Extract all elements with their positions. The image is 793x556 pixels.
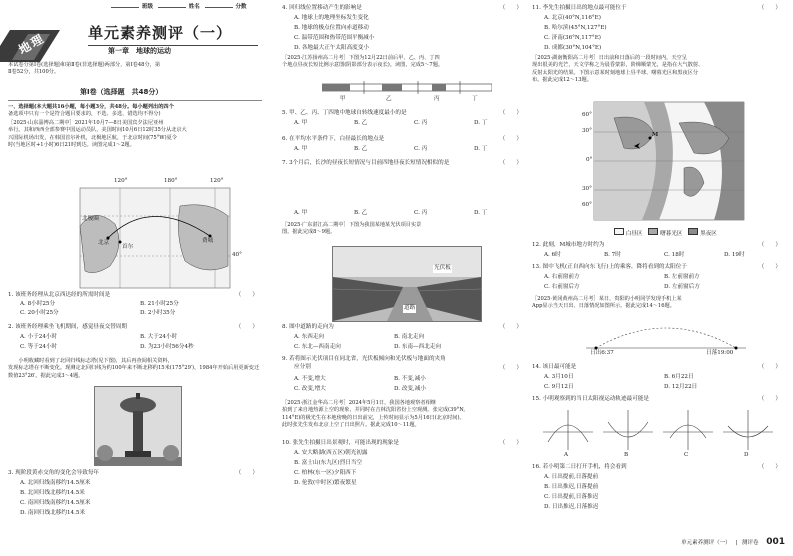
- question-stem: 9. 若将图示光伏项目在同北省，光伏板倾向和光伏板与地面的夹角: [282, 356, 446, 362]
- intro: [8, 62, 262, 77]
- question-10: [282, 440, 526, 486]
- option-a[interactable]: A: [564, 452, 569, 458]
- intro-line: 本试卷分第Ⅰ卷(选择题)和第Ⅱ卷(非选择题)两部分，第Ⅰ卷48分，第: [8, 62, 161, 68]
- question-stem: 4. 回归线位置移动产生的影响是: [282, 5, 362, 11]
- context-line: 图。据此完成8～9题。: [282, 229, 336, 236]
- lat-label: 30°: [582, 128, 592, 134]
- part1-intro: [8, 104, 262, 119]
- sunrise-sunset-arc: [586, 318, 746, 360]
- legend-swatch: [688, 228, 698, 235]
- answer-blank[interactable]: （ ）: [499, 5, 522, 11]
- answer-blank[interactable]: （ ）: [499, 440, 522, 446]
- part1-intro-line: 一、选择题(本大题共16小题，每小题3分，共48分。每小题列出的四个: [8, 104, 174, 110]
- lat-label: 60°: [582, 112, 592, 118]
- option-d[interactable]: D. 改变,减小: [394, 386, 426, 392]
- place-label: 北极圈: [82, 216, 99, 222]
- answer-blank[interactable]: （ ）: [758, 464, 781, 470]
- option-a[interactable]: A. 8小时25分: [20, 301, 56, 307]
- option-b[interactable]: B. 6月22日: [664, 374, 694, 380]
- answer-blank[interactable]: （ ）: [499, 365, 522, 371]
- option-d[interactable]: D. 丁: [474, 210, 488, 216]
- lat-label: 30°: [582, 186, 592, 192]
- answer-blank[interactable]: （ ）: [758, 396, 781, 402]
- option-c[interactable]: C. 右前窗后方: [544, 284, 580, 290]
- answer-blank[interactable]: （ ）: [758, 364, 781, 370]
- question-13: [532, 264, 785, 290]
- lat-label: 0°: [586, 157, 593, 163]
- intro-line: Ⅱ卷52分，共100分。: [8, 69, 60, 76]
- name-blank[interactable]: [158, 7, 186, 8]
- option-d[interactable]: D. 南回归线北移约14.5米: [20, 510, 86, 516]
- option-b[interactable]: B. 7时: [604, 252, 621, 258]
- answer-blank[interactable]: （ ）: [499, 160, 522, 166]
- context-7: [532, 296, 785, 311]
- option-d[interactable]: D. 东南—西北走向: [394, 344, 441, 350]
- context-line: ［2025·浙江金华高二月考］2024年5月1日，我国各地观察者相继: [282, 400, 436, 406]
- sunset-time: 日落19:00: [706, 350, 734, 356]
- day-night-world-map: [584, 98, 754, 240]
- score-label: 分数: [235, 4, 247, 10]
- option-b[interactable]: B. 富士山(东九区)烈日当空: [294, 460, 362, 466]
- option-a[interactable]: A. 右前窗前方: [544, 274, 580, 280]
- option-a[interactable]: A. 3月10日: [544, 374, 574, 380]
- question-stem: 11. 李先生拍摄日出的地点最可能位于: [532, 5, 627, 11]
- map-legend: [614, 228, 717, 239]
- page-number: 001: [766, 537, 785, 547]
- option-c[interactable]: C. 柏林(东一区)夕阳西下: [294, 470, 357, 476]
- question-stem: 15. 小明观察到的当日太阳视运动轨迹最可能是: [532, 396, 649, 402]
- option-c[interactable]: C. 东北—西南走向: [294, 344, 341, 350]
- context-5: [282, 400, 526, 430]
- context-line: 数值23°26′。据此完成3～4题。: [8, 372, 84, 379]
- world-map-svg: [584, 98, 754, 226]
- context-1: [8, 120, 262, 150]
- page-footer: 单元素养测评（一） | 测评卷 001: [681, 537, 785, 547]
- context-line: App显示当天日出、日落情况如图所示。据此完成14～16题。: [532, 303, 675, 310]
- question-2: [8, 324, 262, 350]
- option-c[interactable]: C. 9月12日: [544, 384, 574, 390]
- title-rule: [88, 45, 258, 46]
- option-b[interactable]: B. 乙: [354, 210, 368, 216]
- lat-label: 40°: [232, 252, 242, 258]
- flight-route-map: [70, 176, 240, 291]
- tower-svg: [95, 387, 181, 465]
- question-3: [8, 470, 262, 516]
- context-line: 发现标志塔在不断变化。现测定北回归线为约100年来不断北移约15米(175°29′)，1984年开始后用更新变迁: [8, 365, 260, 372]
- option-d[interactable]: D. 2小时35分: [140, 310, 176, 316]
- subject-tab: [0, 26, 86, 62]
- option-b[interactable]: B. 21小时25分: [140, 301, 179, 307]
- photo-label: 道路: [404, 305, 416, 311]
- context-6: [532, 55, 785, 85]
- option-a[interactable]: A. 安大略湖(西五区)朝光初露: [294, 450, 368, 456]
- page-title: 单元素养测评（一）: [88, 24, 233, 42]
- question-15: [532, 396, 785, 404]
- option-b[interactable]: B. 左前窗前方: [664, 274, 700, 280]
- legend-label: 黑夜区: [700, 231, 717, 237]
- solar-project-photo: [332, 246, 482, 322]
- context-4: [282, 222, 526, 237]
- option-a[interactable]: A. 小于24小时: [20, 334, 58, 340]
- option-a[interactable]: A. 甲: [294, 120, 308, 126]
- question-12: [532, 242, 785, 258]
- legend-label: 白昼区: [625, 231, 643, 237]
- flight-route-map-svg: [70, 176, 240, 291]
- answer-blank[interactable]: （ ）: [499, 324, 522, 330]
- lon-label: 120°: [114, 178, 128, 184]
- context-3: [282, 55, 526, 70]
- answer-blank[interactable]: （ ）: [758, 242, 781, 248]
- question-stem: 13. 图中飞机(正自西向东飞行)上的乘客，降将看到的太阳位于: [532, 264, 687, 270]
- option-d[interactable]: D. 左前窗后方: [664, 284, 700, 290]
- option-a[interactable]: A. 地球上的地理坐标发生变化: [294, 15, 369, 21]
- option-d[interactable]: D: [744, 452, 749, 458]
- context-line: 反射太阳光的结果。下图示意某时刻地球上昼半球、曙暮光区和黑夜区分: [532, 69, 699, 76]
- option-b[interactable]: B. 乙: [354, 120, 368, 126]
- question-stem: 1. 该班务经理从北京西达经的所需时间是: [8, 292, 111, 298]
- context-line: ［2025·江苏扬州高二月考］下图为12月22日前后甲、乙、丙、丁四: [282, 55, 440, 61]
- option-b[interactable]: B. 北回归线北移约14.5米: [20, 490, 85, 496]
- option-d[interactable]: D. 12月22日: [664, 384, 698, 390]
- answer-blank[interactable]: （ ）: [235, 324, 258, 330]
- option-b[interactable]: B: [624, 452, 629, 458]
- option-c[interactable]: C. 南回归线南移约14.5厘米: [20, 500, 91, 506]
- question-4: [282, 5, 526, 51]
- context-line: ［2025·黄冈黄州高二月考］某日，贵阳的小明同学发现手机上某: [532, 296, 682, 302]
- context-line: ［2025·山东淄博高二期中］2021年10月7—8日美国宾夕法尼亚州: [8, 120, 164, 126]
- question-stem: 12. 此刻，M城市地方时约为: [532, 242, 605, 248]
- question-stem: 3. 现阶段黄赤交角的变化会导致每年: [8, 470, 100, 476]
- option-b[interactable]: B. 不变,减小: [394, 376, 426, 382]
- option-a[interactable]: A. 北京(40°N,116°E): [544, 15, 601, 21]
- tropic-marker-tower-photo: [94, 386, 182, 466]
- option-a[interactable]: A. 日出提前,日落提前: [544, 474, 599, 480]
- sun-path-svg: [538, 408, 784, 452]
- lat-label: 60°: [582, 202, 592, 208]
- question-stem: 8. 图中道路的走向为: [282, 324, 334, 330]
- option-c[interactable]: C: [684, 452, 689, 458]
- option-d[interactable]: D. 丁: [474, 120, 488, 126]
- option-c[interactable]: C. 温带范围和热带范围平衡减小: [294, 35, 375, 41]
- question-16: [532, 464, 785, 510]
- question-11: [532, 5, 785, 51]
- option-d[interactable]: D. 19时: [724, 252, 745, 258]
- option-a[interactable]: A. 不变,增大: [294, 376, 326, 382]
- lon-label: 120°: [210, 178, 224, 184]
- score-blank[interactable]: [205, 7, 233, 8]
- class-label: 班级: [142, 4, 154, 10]
- option-a[interactable]: A. 甲: [294, 210, 308, 216]
- left-column: [8, 0, 262, 556]
- option-c[interactable]: C. 丙: [414, 146, 428, 152]
- question-stem: 16. 若小明第二日打开手机，将会看到: [532, 464, 627, 470]
- context-line: 时(当地区时+1小时)6日21时到达。读图完成1～2题。: [8, 142, 135, 149]
- option-b[interactable]: B. 日出推迟,日落提前: [544, 484, 599, 490]
- question-7: [282, 160, 526, 216]
- context-line: 个地点昼夜长短比例示意图(阴影部分表示夜长)。读图，完成5～7题。: [282, 62, 444, 69]
- context-line: 此时张先生发布北京上空了日出照片。据此完成10～11题。: [282, 422, 420, 429]
- option-c[interactable]: C. 济南(36°N,117°E): [544, 35, 601, 41]
- name-label: 姓名: [188, 4, 200, 10]
- question-8: [282, 324, 526, 350]
- context-line: 布。据此完成12～13题。: [532, 77, 592, 84]
- option-a[interactable]: A. 东西走向: [294, 334, 324, 340]
- page-subtitle: 第一章 地球的运动: [108, 47, 171, 55]
- context-line: ［2025·湖南衡阳高二月考］日出前和日落后的一段时间内，天空呈: [532, 55, 687, 61]
- legend-swatch: [614, 228, 624, 235]
- question-9: [282, 356, 526, 392]
- option-b[interactable]: B. 地球的极点位置向赤道移动: [294, 25, 369, 31]
- context-line: ［2025·广东湛江高二期中］下图为我国某地某光伏项目实景: [282, 222, 422, 228]
- option-b[interactable]: B. 乙: [354, 146, 368, 152]
- place-label: 首尔: [122, 244, 134, 250]
- option-c[interactable]: C. 丙: [414, 210, 428, 216]
- photo-label: 光伏板: [434, 265, 451, 271]
- answer-blank[interactable]: （ ）: [758, 264, 781, 270]
- option-b[interactable]: B. 南北走向: [394, 334, 425, 340]
- option-d[interactable]: D. 为23小时56分4秒: [140, 344, 194, 350]
- answer-blank[interactable]: （ ）: [235, 470, 258, 476]
- option-c[interactable]: C. 18时: [664, 252, 685, 258]
- question-stem: 应分别: [294, 363, 311, 370]
- day-length-bars: [322, 78, 492, 108]
- point-m-label: M: [652, 132, 659, 138]
- option-d[interactable]: D. 伦敦(中时区)繁夜繁星: [294, 480, 357, 486]
- context-line: 现出很美的光芒，天文学称之为晨昏蒙影，阶梯顺蒙光，是指在大气散射、: [532, 62, 704, 69]
- option-b[interactable]: B. 大于24小时: [140, 334, 178, 340]
- bar-label: 丙: [434, 96, 440, 102]
- context-line: 114°E)的极光生在本地傍晚的日出前完，上传时间显示为5月16日(北京时间)。: [282, 414, 465, 421]
- question-14: [532, 364, 785, 390]
- answer-blank[interactable]: （ ）: [235, 292, 258, 298]
- option-d[interactable]: D. 成都(30°N,104°E): [544, 45, 602, 51]
- context-line: 拍到了来自地热源上空的现象，并同时在吉林沈阳省份上空观测。张完成(39°N,: [282, 407, 466, 414]
- question-stem: 5. 甲、乙、丙、丁四地中地球自转线速度最小的是: [282, 110, 407, 116]
- part1-intro-line: 备选项中只有一个是符合题目要求的，不选、多选、错选均不得分): [8, 111, 161, 118]
- legend-label: 曙暮光区: [660, 231, 683, 237]
- place-label: 费城: [202, 238, 214, 244]
- option-d[interactable]: D. 丁: [474, 146, 488, 152]
- question-5: [282, 110, 526, 126]
- option-c[interactable]: C. 等于24小时: [20, 344, 58, 350]
- class-blank[interactable]: [111, 7, 139, 8]
- sun-arc-svg: [586, 318, 746, 352]
- sun-path-options: [538, 408, 784, 460]
- place-label: 北京: [98, 240, 110, 246]
- bar-label: 甲: [340, 96, 346, 102]
- option-a[interactable]: A. 甲: [294, 146, 308, 152]
- context-line: 举行。其和西西全部参赛中国运动员队，美国时间10月6日12时35分从北京大: [8, 127, 187, 134]
- footer-label: 测评卷: [741, 540, 759, 546]
- answer-blank[interactable]: （ ）: [758, 5, 781, 11]
- option-a[interactable]: A. 6时: [544, 252, 561, 258]
- option-c[interactable]: C. 日出提前,日落推迟: [544, 494, 599, 500]
- bar-label: 丁: [472, 96, 478, 102]
- answer-blank[interactable]: （ ）: [499, 136, 522, 142]
- section-rule: [8, 100, 262, 101]
- option-d[interactable]: D. 各地最大正午太阳高度变小: [294, 45, 369, 51]
- student-info-header: [108, 4, 247, 12]
- option-b[interactable]: B. 哈尔滨(45°N,127°E): [544, 25, 607, 31]
- option-c[interactable]: C. 丙: [414, 120, 428, 126]
- question-stem: 10. 张先生拍摄日出景观时，可能出现的现象是: [282, 440, 399, 446]
- lon-label: 180°: [164, 178, 178, 184]
- middle-column: [282, 0, 526, 556]
- sunrise-time: 日出6:37: [590, 350, 614, 356]
- context-line: 小明收藏时看到了北回归线标志塔(见下图)，其后再查阅相关资料，: [8, 358, 173, 364]
- option-d[interactable]: D. 日出推迟,日落推迟: [544, 504, 599, 510]
- question-stem: 6. 在平均水平条件下，白昼最长的地点是: [282, 136, 385, 142]
- question-6: [282, 136, 526, 152]
- option-a[interactable]: A. 北回归线南移约14.5厘米: [20, 480, 91, 486]
- legend-swatch: [648, 228, 658, 235]
- section-heading: 第Ⅰ卷（选择题 共48分）: [80, 88, 163, 96]
- right-column: [532, 0, 785, 556]
- context-line: 兴国际机场出发，在韩国首尔补机，北极地区航，于北京时间(75°W)夏令: [8, 134, 178, 141]
- subject-tab-label: 地理: [16, 31, 48, 58]
- question-stem: 7. 3个月后，长沙的昼夜长短情况与目前四地昼夜长短情况相似的是: [282, 160, 450, 166]
- option-c[interactable]: C. 20小时25分: [20, 310, 59, 316]
- question-1: [8, 292, 262, 316]
- option-c[interactable]: C. 改变,增大: [294, 386, 326, 392]
- answer-blank[interactable]: （ ）: [499, 110, 522, 116]
- bar-label: 乙: [386, 96, 392, 102]
- day-length-bars-svg: [322, 78, 492, 98]
- question-stem: 14. 该日最可能是: [532, 364, 577, 370]
- context-2: [8, 358, 262, 380]
- question-stem: 2. 该班务经理乘坐飞机期间，感觉昼夜交替周期: [8, 324, 127, 330]
- footer-unit: 单元素养测评（一）: [681, 540, 731, 546]
